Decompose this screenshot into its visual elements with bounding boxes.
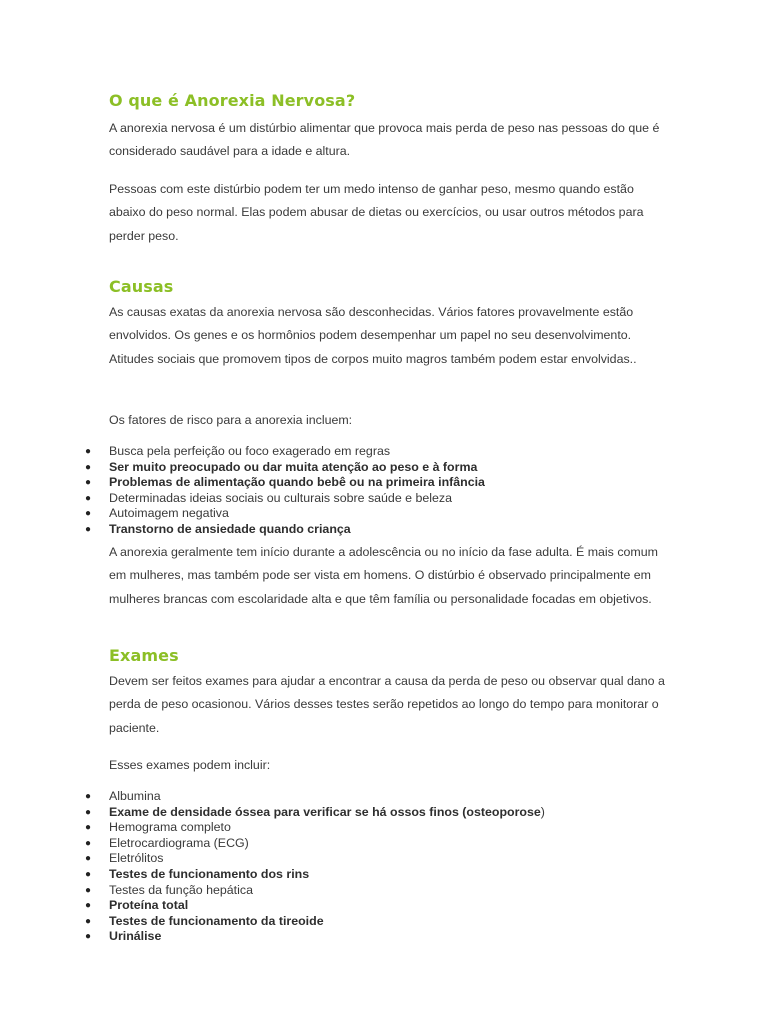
- bullet-icon: ●: [85, 884, 92, 896]
- bullet-icon: ●: [85, 853, 92, 865]
- exames-paragraph-1: Devem ser feitos exames para ajudar a encontrar a causa da perda de peso ou observar qual dano a perda de peso ocasionou. Vários desses testes serão repetidos ao longo do tempo para monitorar o paciente.: [109, 674, 665, 735]
- bullet-icon: ●: [85, 523, 92, 535]
- list-item: ● Autoimagem negativa: [85, 506, 229, 521]
- bullet-icon: ●: [85, 492, 92, 504]
- bullet-icon: ●: [85, 837, 92, 849]
- bullet-icon: ●: [85, 900, 92, 912]
- bullet-icon: ●: [85, 477, 92, 489]
- causas-paragraph-3: A anorexia geralmente tem início durante a adolescência ou no início da fase adulta. É mais comum em mulheres, mas também pode ser vista em homens. O distúrbio é observado principalmente em mulheres brancas com escolaridade alta e que têm família ou personalidade focadas em objetivos.: [109, 545, 658, 606]
- bullet-icon: ●: [85, 508, 92, 520]
- list-item: ● Testes de funcionamento dos rins: [85, 866, 310, 881]
- heading-exames: Exames: [109, 646, 179, 665]
- heading-causas: Causas: [109, 277, 174, 296]
- causas-paragraph-2: Os fatores de risco para a anorexia incluem:: [109, 413, 353, 427]
- list-item: ● Hemograma completo: [85, 820, 231, 835]
- causas-paragraph-1: As causas exatas da anorexia nervosa são desconhecidas. Vários fatores provavelmente estão envolvidos. Os genes e os hormônios podem desempenhar um papel no seu desenvolvimento. Atitudes sociais que promovem tipos de corpos muito magros também podem estar envolvidas..: [109, 305, 637, 366]
- exam-list: [0, 789, 700, 945]
- bullet-icon: ●: [85, 446, 92, 457]
- bullet-icon: ●: [85, 931, 92, 943]
- bullet-icon: ●: [85, 915, 92, 927]
- bullet-icon: ●: [85, 791, 92, 802]
- list-item: ● Testes da função hepática: [85, 882, 253, 897]
- list-item: ● Transtorno de ansiedade quando criança: [85, 521, 351, 536]
- list-item: ● Ser muito preocupado ou dar muita atenção ao peso e à forma: [85, 459, 478, 474]
- list-item: ● Proteína total: [85, 898, 189, 913]
- risk-factor-list: [0, 444, 700, 538]
- list-item: ● Testes de funcionamento da tireoide: [85, 913, 324, 928]
- list-item: ● Exame de densidade óssea para verificar se há ossos finos (osteoporose): [85, 804, 545, 819]
- list-item: ● Albumina: [85, 789, 161, 803]
- list-item: ● Problemas de alimentação quando bebê ou na primeira infância: [85, 475, 485, 490]
- bullet-icon: ●: [85, 822, 92, 834]
- list-item: ● Eletrocardiograma (ECG): [85, 835, 249, 850]
- heading-intro: O que é Anorexia Nervosa?: [109, 91, 356, 110]
- bullet-icon: ●: [85, 806, 92, 818]
- list-item: ● Urinálise: [85, 929, 162, 944]
- list-item: ● Determinadas ideias sociais ou culturais sobre saúde e beleza: [85, 490, 452, 505]
- bullet-icon: ●: [85, 868, 92, 880]
- intro-paragraph-1: A anorexia nervosa é um distúrbio alimentar que provoca mais perda de peso nas pessoas do que é considerado saudável para a idade e altura.: [109, 121, 660, 159]
- closing-parenthesis: ): [540, 804, 545, 819]
- list-item: ● Busca pela perfeição ou foco exagerado em regras: [85, 444, 391, 458]
- exames-paragraph-2: Esses exames podem incluir:: [109, 758, 271, 772]
- bullet-icon: ●: [85, 461, 92, 473]
- intro-paragraph-2: Pessoas com este distúrbio podem ter um medo intenso de ganhar peso, mesmo quando estão abaixo do peso normal. Elas podem abusar de dietas ou exercícios, ou usar outros métodos para perder peso.: [109, 182, 644, 243]
- list-item: ● Eletrólitos: [85, 851, 164, 866]
